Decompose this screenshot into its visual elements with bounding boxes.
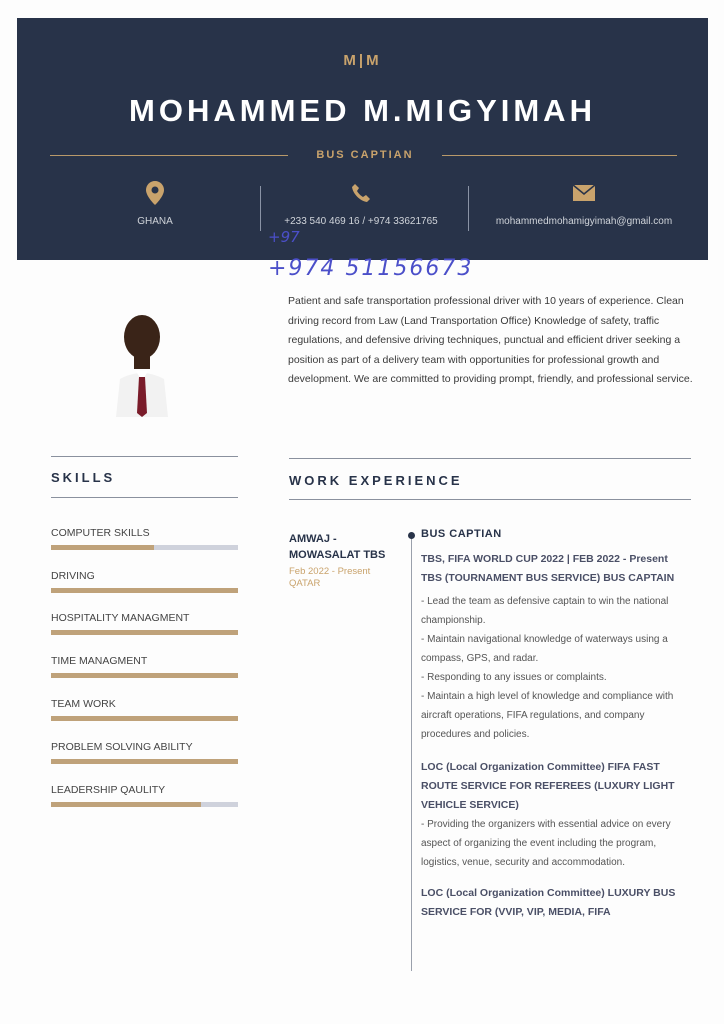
skill-bar: [51, 588, 238, 593]
divider-line: [289, 499, 691, 500]
phone-text: +233 540 469 16 / +974 33621765: [284, 216, 438, 227]
employment-period: [289, 566, 370, 590]
bullet-item: - Maintain a high level of knowledge and compliance with aircraft operations, FIFA regulations, and company procedures and policies.: [421, 691, 674, 740]
entry-heading: LOC (Local Organization Committee) LUXURY BUS SERVICE FOR (VVIP, VIP, MEDIA, FIFA: [421, 887, 676, 918]
skill-item: [51, 698, 238, 721]
handwritten-prefix: +97: [268, 228, 300, 246]
bullet-item: - Maintain navigational knowledge of waterways using a compass, GPS, and radar.: [421, 634, 668, 664]
divider-line: [289, 458, 691, 459]
skill-bar: [51, 630, 238, 635]
contact-location: [85, 180, 225, 238]
company-name: AMWAJ - MOWASALAT TBS: [289, 533, 386, 561]
skill-bar: [51, 545, 238, 550]
skill-bar: [51, 759, 238, 764]
location-pin-icon: [85, 180, 225, 206]
email-text: mohammedmohamigyimah@gmail.com: [495, 216, 673, 227]
skill-bar-fill: [51, 759, 238, 764]
skill-bar-fill: [51, 545, 154, 550]
skill-item: [51, 570, 238, 593]
entry-subheading: TBS (TOURNAMENT BUS SERVICE) BUS CAPTAIN: [421, 572, 675, 584]
monogram: M|M: [343, 52, 382, 69]
skill-bar-fill: [51, 630, 238, 635]
skills-heading: SKILLS: [51, 470, 116, 485]
divider-line: [51, 497, 238, 498]
contact-email: [469, 180, 699, 238]
location-text: GHANA: [137, 216, 173, 227]
entry-heading: TBS, FIFA WORLD CUP 2022 | FEB 2022 - Present: [421, 553, 668, 565]
header-band: [17, 18, 708, 260]
phone-icon: [261, 180, 461, 206]
profile-photo: [112, 305, 176, 417]
bullet-item: - Responding to any issues or complaints.: [421, 672, 607, 683]
skill-bar-fill: [51, 802, 201, 807]
skill-label: HOSPITALITY MANAGMENT: [51, 612, 190, 624]
skill-bar-fill: [51, 588, 238, 593]
bullet-item: - Lead the team as defensive captain to win the national championship.: [421, 596, 669, 626]
skill-item: [51, 527, 238, 550]
skill-label: COMPUTER SKILLS: [51, 527, 150, 539]
skill-bar-fill: [51, 673, 238, 678]
skill-bar-fill: [51, 716, 238, 721]
handwritten-phone: +974 51156673: [268, 256, 474, 281]
timeline-line: [411, 535, 412, 971]
professional-summary: Patient and safe transportation professional driver with 10 years of experience. Clean driving record from Law (Land Transportation Office) Knowledge of safety, traffic regulations, and defensive driving techniques, punctual and efficient driver seeking a position as part of a delivery team with opportunities for professional growth and development. We are committed to providing prompt, friendly, and professional service.: [288, 295, 693, 385]
skill-item: [51, 655, 238, 678]
timeline-dot: [408, 532, 415, 539]
skill-label: TEAM WORK: [51, 698, 116, 710]
job-title: BUS CAPTIAN: [421, 528, 502, 540]
period-location: QATAR: [289, 578, 321, 589]
work-experience-heading: WORK EXPERIENCE: [289, 473, 463, 488]
job-entry: [421, 528, 697, 922]
envelope-icon: [469, 180, 699, 206]
skill-label: LEADERSHIP QAULITY: [51, 784, 166, 796]
candidate-name: MOHAMMED M.MIGYIMAH: [129, 93, 596, 128]
skill-label: DRIVING: [51, 570, 95, 582]
divider-line: [51, 456, 238, 457]
skill-bar: [51, 802, 238, 807]
bullet-item: - Providing the organizers with essential advice on every aspect of organizing the event including the program, logistics, venue, security and accommodation.: [421, 819, 671, 868]
job-role: BUS CAPTIAN: [316, 149, 414, 161]
skill-item: [51, 784, 238, 807]
skill-bar: [51, 716, 238, 721]
divider-line: [442, 155, 677, 156]
skill-item: [51, 741, 238, 764]
skill-label: TIME MANAGMENT: [51, 655, 148, 667]
entry-bullets: [421, 592, 697, 744]
entry-heading: LOC (Local Organization Committee) FIFA FAST ROUTE SERVICE FOR REFEREES (LUXURY LIGHT VEHICLE SERVICE): [421, 761, 675, 811]
period-dates: Feb 2022 - Present: [289, 566, 371, 577]
entry-bullets: [421, 815, 697, 872]
skill-item: [51, 612, 238, 635]
skill-label: PROBLEM SOLVING ABILITY: [51, 741, 193, 753]
divider-line: [50, 155, 288, 156]
skill-bar: [51, 673, 238, 678]
